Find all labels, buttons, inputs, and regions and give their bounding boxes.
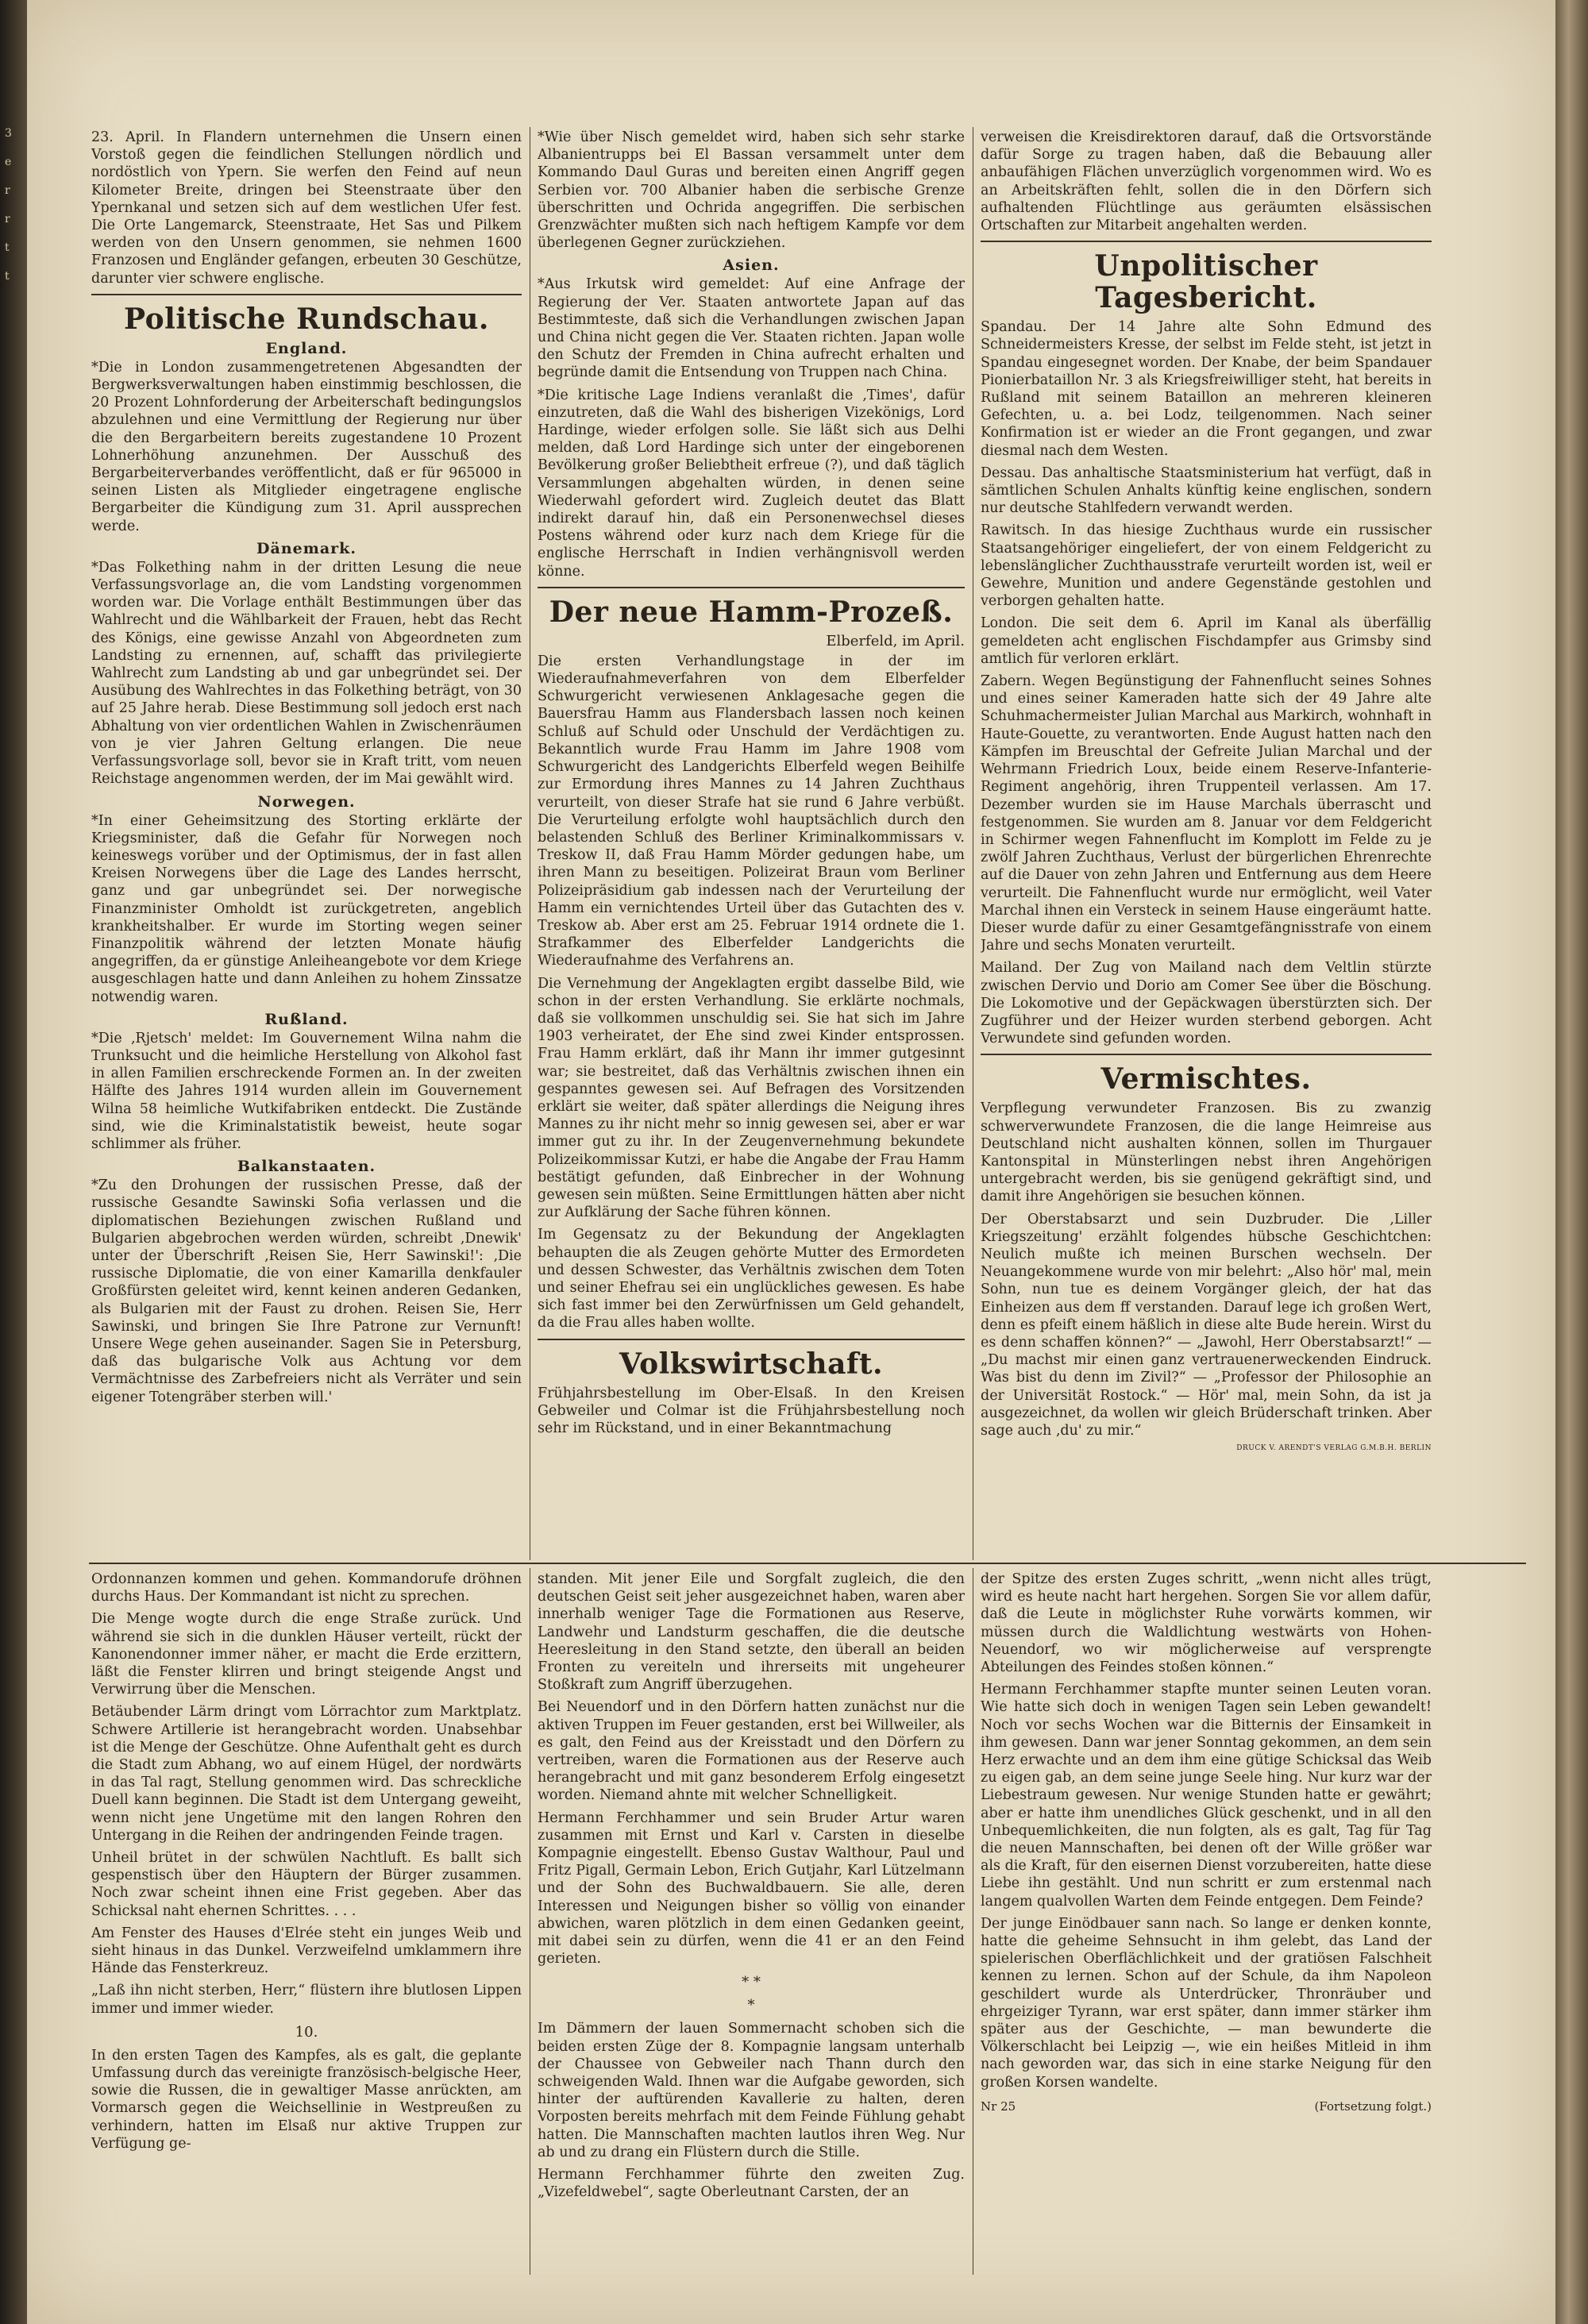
section-heading-politics: Politische Rundschau. — [124, 302, 489, 336]
article-asia-japan: *Aus Irkutsk wird gemeldet: Auf eine Anfrage der Regierung der Ver. Staaten antwortete Japan auf das Bestimmteste, daß sich die Verhandlungen zwischen Japan und China nicht gegen die Ver. Staaten richten. Japan wolle den Schutz der Fremden in China aufrecht erhalten und begründe damit die Entsendung von Truppen nach China. — [538, 276, 965, 381]
serial-paragraph: Bei Neuendorf und in den Dörfern hatten zunächst nur die aktiven Truppen im Feuer gestanden, erst bei Willweiler, als es galt, den Feind aus der Kreisstadt und den Dörfern zu vertreiben, waren die Formationen aus der Reserve auch herangebracht und mit ganz besonderem Erfolg eingesetzt worden. Niemand ahnte mit welcher Schnelligkeit. — [538, 1699, 965, 1804]
news-zabern: Zabern. Wegen Begünstigung der Fahnenflucht seines Sohnes und eines seiner Kameraden hatte sich der 49 Jahre alte Schuhmachermeister Julian Marchal aus Markirch, wohnhaft in Haute-Gouette, zu verantworten. Ende August hatten nach den Kämpfen im Breuschtal der Gefreite Julian Marchal und der Wehrmann Friedrich Loux, beide einem Reserve-Infanterie-Regiment angehörig, ihren Truppenteil verlassen. Am 17. Dezember wurden sie im Hause Marchals überrascht und festgenommen. Sie wurden am 8. Januar vor dem Feldgericht in Schirmer wegen Fahnenflucht im Komplott im Felde zu je zwölf Jahren Zuchthaus, Verlust der bürgerlichen Ehrenrechte auf die Dauer von zehn Jahren und Entfernung aus dem Heere verurteilt. Die Fahnenflucht wurde nur ermöglicht, weil Vater Marchal ihnen ein Versteck in seinem Hause eingeräumt hatte. Dieser wurde dafür zu einer Gesamtgefängnisstrafe von einem Jahre und sechs Monaten verurteilt. — [981, 673, 1432, 954]
section-heading-economy: Volkswirtschaft. — [619, 1347, 884, 1381]
issue-number: Nr 25 — [981, 2099, 1016, 2114]
news-mailand: Mailand. Der Zug von Mailand nach dem Veltlin stürzte zwischen Dervio und Dorio am Comer See über die Böschung. Die Lokomotive und der Gepäckwagen überstürzten sich. Der Zugführer und der Heizer wurden sterbend geborgen. Acht Verwundete sind gefunden worden. — [981, 960, 1432, 1047]
section-heading-daily-report: Unpolitischer Tagesbericht. — [1094, 249, 1318, 315]
book-binding-left-edge — [0, 0, 27, 2324]
section-divider — [89, 1563, 1526, 1564]
frontline-report: 23. April. In Flandern unternehmen die Unsern einen Vorstoß gegen die feindlichen Stellungen nördlich und nordöstlich von Ypern. Sie werfen den Feind auf neun Kilometer Breite, dringen bei Steenstraate über den Ypernkanal und setzen sich auf dem westlichen Ufer fest. Die Orte Langemarck, Steenstraate, Het Sas und Pilkem werden von den Unsern genommen, sie nehmen 1600 Franzosen und Engländer gefangen, erbeuten 30 Geschütze, darunter vier schwere englische. — [91, 129, 522, 287]
misc-staff-surgeon-anecdote: Der Oberstabsarzt und sein Duzbruder. Die ‚Liller Kriegszeitung' erzählt folgendes hübsche Geschichtchen: Neulich mußte ich meinen Burschen wechseln. Der Neuangekommene wurde von mir belehrt: „Also hör' mal, mein Sohn, nun tue es deinem Vorgänger gleich, der hat das Einheizen aus dem ff verstanden. Darauf lege ich großen Wert, denn es pfeift einem häßlich in diese alte Bude herein. Wirst du es denn schaffen können?“ — „Jawohl, Herr Oberstabsarzt!“ — „Du machst mir einen ganz vertrauenerweckenden Eindruck. Was bist du denn im Zivil?“ — „Professor der Philosophie an der Universität Rostock.“ — Hör' mal, mein Sohn, da ist ja ausgezeichnet, da wollen wir gleich Brüderschaft trinken. Aber sage auch ‚du' zu mir.“ — [981, 1211, 1432, 1439]
article-russia: *Die ‚Rjetsch' meldet: Im Gouvernement Wilna nahm die Trunksucht und die heimliche Herstellung von Alkohol fast in allen Familien erschreckende Formen an. In der zweiten Hälfte des Jahres 1914 wurden allein im Gouvernement Wilna 58 heimliche Wutkifabriken entdeckt. Die Zustände sind, wie die Kriminalstatistik beweist, heute sogar schlimmer als früher. — [91, 1030, 522, 1152]
rule — [538, 1339, 965, 1340]
serial-paragraph: Im Dämmern der lauen Sommernacht schoben sich die beiden ersten Züge der 8. Kompagnie langsam unterhalb der Chaussee von Gebweiler nach Thann durch den schweigenden Wald. Ihnen war die Aufgabe geworden, sich hinter der auftürenden Kavallerie zu halten, deren Vorposten bereits mehrfach mit dem Feinde Fühlung gehabt hatten. Die Mannschaften machten lautlos ihren Weg. Nur ab und zu drang ein Flüstern durch die Stille. — [538, 2021, 965, 2160]
dateline: Elberfeld, im April. — [826, 632, 965, 649]
serial-paragraph: Ordonnanzen kommen und gehen. Kommandorufe dröhnen durchs Haus. Der Kommandant ist nicht zu sprechen. — [91, 1571, 522, 1605]
article-england: *Die in London zusammengetretenen Abgesandten der Bergwerksverwaltungen haben einstimmig beschlossen, die 20 Prozent Lohnforderung der Arbeiterschaft bedingungslos abzulehnen und eine Vermittlung der Regierung nur über die den Bergarbeitern bereits zugestandene 10 Prozent Lohnerhöhung anzunehmen. Der Ausschuß des Bergarbeiterverbandes veröffentlicht, daß er für 965000 in seinen Listen als Mitglieder eingetragene englische Bergarbeiter die Kündigung zum 31. April aussprechen werde. — [91, 359, 522, 534]
continuation-note: (Fortsetzung folgt.) — [1314, 2099, 1432, 2114]
printer-imprint: DRUCK V. ARENDT'S VERLAG G.M.B.H. BERLIN — [1236, 1444, 1432, 1453]
subheading-russia: Rußland. — [264, 1010, 349, 1028]
book-spine — [1555, 0, 1588, 2324]
serial-paragraph: Am Fenster des Hauses d'Elrée steht ein junges Weib und sieht hinaus in das Dunkel. Verzweifelnd umklammern ihre Hände das Fensterkreuz. — [91, 1925, 522, 1977]
serial-paragraph: „Laß ihn nicht sterben, Herr,“ flüstern ihre blutlosen Lippen immer und immer wieder. — [91, 1983, 522, 2017]
subheading-asia: Asien. — [723, 256, 780, 275]
serial-paragraph: Die Menge wogte durch die enge Straße zurück. Und während sie sich in die dunklen Häuser verteilt, rückt der Kanonendonner immer näher, er macht die Erde erzittern, läßt die Fenster klirren und bringt steigende Angst und Verwirrung über die Menschen. — [91, 1611, 522, 1698]
article-hamm-p1: Die ersten Verhandlungstage in der im Wiederaufnahmeverfahren von dem Elberfelder Schwurgericht verwiesenen Anklagesache gegen die Bauersfrau Hamm aus Flandersbach lassen noch keinen Schluß auf Schuld oder Unschuld der Verdächtigen zu. Bekanntlich wurde Frau Hamm im Jahre 1908 vom Schwurgericht des Landgerichts Elberfeld wegen Beihilfe zur Ermordung ihres Mannes zu 14 Jahren Zuchthaus verurteilt, von dieser Strafe hat sie rund 6 Jahre verbüßt. Die Verurteilung erfolgte wohl hauptsächlich durch den belastenden Schluß des Berliner Kriminalkommissars v. Treskow II, daß Frau Hamm Mörder gedungen habe, um ihren Mann zu beseitigen. Polizeirat Braun vom Berliner Polizeipräsidium gab indessen nach der Verurteilung der Hamm ein vernichtendes Urteil über das Gutachten des v. Treskow ab. Aber erst am 25. Februar 1914 ordnete die 1. Strafkammer des Elberfelder Landgerichts die Wiederaufnahme des Verfahrens an. — [538, 653, 965, 969]
asterism: * — [747, 1997, 755, 2014]
news-dessau: Dessau. Das anhaltische Staatsministerium hat verfügt, daß in sämtlichen Schulen Anhalts künftig keine englischen, sondern nur deutsche Stahlfedern verwandt werden. — [981, 464, 1432, 517]
serial-paragraph: In den ersten Tagen des Kampfes, als es galt, die geplante Umfassung durch das vereinigte französisch-belgische Heer, sowie die Russen, die in gewaltiger Masse anrückten, am Vormarsch gegen die Weichsellinie in Westpreußen zu verhindern, hatten im Elsaß nur aktive Truppen zur Verfügung ge- — [91, 2047, 522, 2152]
section-heading-hamm-trial: Der neue Hamm-Prozeß. — [549, 595, 954, 629]
margin-char: 3 — [5, 127, 12, 140]
rule — [91, 294, 522, 295]
rule — [981, 1054, 1432, 1055]
article-norway: *In einer Geheimsitzung des Storting erklärte der Kriegsminister, daß die Gefahr für Norwegen noch keineswegs vorüber und der Optimismus, der in fast allen Kreisen Norwegens über die Lage des Landes herrscht, ganz und gar unbegründet sei. Der norwegische Finanzminister Omholdt ist zurückgetreten, angeblich krankheitshalber. Er wurde im Storting wegen seiner Finanzpolitik während der letzten Monate häufig angegriffen, da er günstige Anleiheangebote vor dem Kriege ausgeschlagen hatte und dann Anleihen zu hohem Zinssatze notwendig waren. — [91, 812, 522, 1005]
margin-char: e — [5, 156, 12, 168]
top-column-3 — [981, 129, 1432, 1558]
page-footer — [981, 2099, 1432, 2114]
serial-paragraph: standen. Mit jener Eile und Sorgfalt zugleich, die den deutschen Geist seit jeher ausgezeichnet haben, waren aber innerhalb weniger Tage die Formationen aus Reserve, Landwehr und Landsturm geschaffen, die die deutsche Heeresleitung in den Stand setzte, den überall an beiden Fronten zu vereiteln und ihrerseits mit ungeheurer Stoßkraft zum Angriff überzugehen. — [538, 1571, 965, 1694]
margin-char: r — [5, 213, 10, 225]
margin-char: t — [5, 270, 10, 283]
serial-paragraph: Unheil brütet in der schwülen Nachtluft. Es ballt sich gespenstisch über den Häuptern der Bürger zusammen. Noch zwar scheint ihnen eine Frist gegeben. Aber das Schicksal naht ehernen Schrittes. . . . — [91, 1850, 522, 1919]
section-heading-miscellaneous: Vermischtes. — [1100, 1062, 1312, 1096]
article-economy-continued: verweisen die Kreisdirektoren darauf, daß die Ortsvorstände dafür Sorge zu tragen haben, daß die Bebauung aller anbaufähigen Flächen unverzüglich vorgenommen wird. Wo es an Arbeitskräften fehlt, sollen die in den Dörfern sich aufhaltenden Flüchtlinge aus geräumten elsässischen Ortschaften zur Mitarbeit angehalten werden. — [981, 129, 1432, 234]
article-hamm-p3: Im Gegensatz zu der Bekundung der Angeklagten behaupten die als Zeugen gehörte Mutter des Ermordeten und dessen Schwester, das Verhältnis zwischen dem Toten und seiner Ehefrau sei ein unglückliches gewesen. Es habe sich fast immer bei den Zerwürfnissen um Geld gehandelt, da die Frau alles haben wollte. — [538, 1227, 965, 1332]
rule — [538, 587, 965, 588]
serial-paragraph: Hermann Ferchhammer stapfte munter seinen Leuten voran. Wie hatte sich doch in wenigen Tagen sein Leben gewandelt! Noch vor sechs Wochen war die Bitternis der Einsamkeit in ihm gewesen. Dann war jener Sonntag gekommen, an dem sein Herz erwachte und an dem ihm eine gütige Schicksal das Weib zu eigen gab, an dem seine junge Seele hing. Nur kurz war der Liebestraum gewesen. Nur wenige Stunden hatte er gewährt; aber er hatte ihm unendliches Glück geschenkt, und in all den Unbequemlichkeiten, die nun folgten, als es galt, Tag für Tag die neuen Mannschaften, bei denen oft der Wille größer war als die Kraft, für den eisernen Dienst vorzubereiten, hatte diese Liebe ihn gestählt. Und nun schritt er zum erstenmal nach langem qualvollen Warten dem Feinde entgegen. Dem Feinde? — [981, 1682, 1432, 1910]
article-economy: Frühjahrsbestellung im Ober-Elsaß. In den Kreisen Gebweiler und Colmar ist die Frühjahrsbestellung noch sehr im Rückstand, und in einer Bekanntmachung — [538, 1385, 965, 1436]
top-column-1 — [91, 129, 522, 1558]
article-denmark: *Das Folkething nahm in der dritten Lesung die neue Verfassungsvorlage an, die vom Landsting vorgenommen worden war. Die Vorlage enthält Bestimmungen über das Wahlrecht und die Wählbarkeit der Frauen, hebt das Recht des Königs, eine gewisse Anzahl von Abgeordneten zum Landsting zu ernennen, auf, schafft das privilegierte Wahlrecht zum Landsting ab und gar unbegründet sei. Der Ausübung des Wahlrechtes in das Folkething beträgt, von 30 auf 25 Jahre herab. Diese Bestimmung soll jedoch erst nach Abhaltung von vier ordentlichen Wahlen in Zwischenräumen von je vier Jahren Geltung erlangen. Die neue Verfassungsvorlage soll, bevor sie in Kraft tritt, vom neuen Reichstage angenommen werden, der im Mai gewählt wird. — [91, 559, 522, 788]
rule — [981, 241, 1432, 242]
serial-column-3 — [981, 1571, 1432, 2277]
adjacent-page-fragment — [5, 119, 24, 291]
subheading-denmark: Dänemark. — [256, 539, 357, 557]
news-london: London. Die seit dem 6. April im Kanal als überfällig gemeldeten acht englischen Fischdampfer aus Grimsby sind amtlich für verloren erklärt. — [981, 615, 1432, 667]
serial-column-2 — [538, 1571, 965, 2277]
margin-char: r — [5, 184, 10, 197]
serial-column-1 — [91, 1571, 522, 2277]
article-balkans: *Zu den Drohungen der russischen Presse, daß der russische Gesandte Sawinski Sofia verlassen und die diplomatischen Beziehungen zwischen Rußland und Bulgarien abgebrochen werden würden, schreibt ‚Dnewik' unter der Überschrift ‚Reisen Sie, Herr Sawinski!': ‚Die russische Diplomatie, die von einer Kamarilla denkfauler Großfürsten geleitet wird, kennt keinen anderen Gedanken, als Bulgarien mit der Faust zu drohen. Reisen Sie, Herr Sawinski, und bringen Sie Ihre Patrone zur Vernunft! Unsere Wege gehen auseinander. Sagen Sie in Petersburg, daß das bulgarische Volk aus Achtung vor dem Vermächtnisse des Zarbefreiers nicht als Verräter und sein eigener Totengräber sterben will.' — [91, 1177, 522, 1405]
news-spandau: Spandau. Der 14 Jahre alte Sohn Edmund des Schneidermeisters Kresse, der selbst im Felde steht, ist jetzt in Spandau eingesegnet worden. Der Knabe, der beim Spandauer Pionierbataillon Nr. 3 als Kriegsfreiwilliger steht, hat bereits in Rußland mit seinem Bataillon an mehreren kleineren Gefechten, u. a. bei Lodz, teilgenommen. Nach seiner Konfirmation ist er wieder an die Front gegangen, und zwar diesmal nach dem Westen. — [981, 319, 1432, 459]
serial-paragraph: Betäubender Lärm dringt vom Lörrachtor zum Marktplatz. Schwere Artillerie ist herangebracht worden. Unabsehbar ist die Menge der Geschütze. Ohne Aufenthalt geht es durch die Stadt zum Abhang, wo auf einem Hügel, der nordwärts in das Tal ragt, Stellung genommen wird. Das schreckliche Duell kann beginnen. Die Stadt ist dem Untergang geweiht, wenn nicht jene Ungetüme mit den langen Rohren den Untergang in die Reihen der andringenden Feinde tragen. — [91, 1704, 522, 1844]
top-column-2 — [538, 129, 965, 1558]
subheading-norway: Norwegen. — [257, 792, 356, 811]
asterism-row: * * — [742, 1974, 761, 1991]
subheading-england: England. — [265, 339, 348, 357]
margin-char: t — [5, 241, 10, 254]
misc-french-wounded: Verpflegung verwundeter Franzosen. Bis zu zwanzig schwerverwundete Franzosen, die die lange Heimreise aus Deutschland nicht aushalten können, sollen im Thurgauer Kantonspital in Münsterlingen nebst ihren Angehörigen untergebracht werden, bis sie genügend gekräftigt sind, und damit ihre Angehörigen sie besuchen können. — [981, 1100, 1432, 1205]
news-rawitsch: Rawitsch. In das hiesige Zuchthaus wurde ein russischer Staatsangehöriger eingeliefert, der von einem Feldgericht zu lebenslänglicher Zuchthausstrafe verurteilt worden ist, weil er Gewehre, Munition und andere Gegenstände gestohlen und verborgen gehalten hatte. — [981, 522, 1432, 610]
serial-paragraph: Der junge Einödbauer sann nach. So lange er denken konnte, hatte die geheime Sehnsucht in ihm gelebt, das Land der spielerischen Oberflächlichkeit und der gratiösen Falschheit kennen zu lernen. Schon auf der Schule, da ihm Napoleon geschildert wurde als Unterdrücker, Thronräuber und ehrgeiziger Tyrann, war erst später, dann immer stärker ihm später aus der Geschichte, — man bewunderte die Völkerschlacht bei Leipzig —, wie ein heißes Mitleid in ihm nach geworden war, das sich in eine starke Neigung für den großen Korsen wandelte. — [981, 1915, 1432, 2091]
article-hamm-p2: Die Vernehmung der Angeklagten ergibt dasselbe Bild, wie schon in der ersten Verhandlung. Sie erklärte nochmals, daß sie vollkommen unschuldig sei. Sie hat sich im Jahre 1903 verheiratet, der Ehe sind zwei Kinder entsprossen. Frau Hamm erklärt, daß ihr Mann ihr immer gutgesinnt war; sie bestreitet, daß das Verhältnis zwischen ihnen ein gespanntes gewesen sei. Auf Befragen des Vorsitzenden erklärt sie weiter, daß später allerdings die Neigung ihres Mannes zu ihr nicht mehr so innig gewesen sei, aber er war immer gut zu ihr. In der Zeugenvernehmung bekundete Polizeikommissar Kutzi, er habe die Angabe der Frau Hamm bestätigt gefunden, daß Einbrecher in der Wohnung gewesen sein müßten. Seine Ermittlungen hätten aber nicht zur Aufklärung der Sache führen können. — [538, 975, 965, 1221]
serial-paragraph: der Spitze des ersten Zuges schritt, „wenn nicht alles trügt, wird es heute nacht hart hergehen. Sorgen Sie vor allem dafür, daß die Leute in möglichster Ruhe vorwärts kommen, wir müssen durch die Waldlichtung westwärts von Hohen-Neuendorf, wo wir möglicherweise auf versprengte Abteilungen des Feindes stoßen können.“ — [981, 1571, 1432, 1676]
article-albania: *Wie über Nisch gemeldet wird, haben sich sehr starke Albanientrupps bei El Bassan versammelt unter dem Kommando Daul Guras und bereiten einen Angriff gegen Serbien vor. 700 Albanier haben die serbische Grenze überschritten und Ochrida angegriffen. Die serbischen Grenzwächter mußten sich nach heftigem Kampfe vor dem überlegenen Gegner zurückziehen. — [538, 129, 965, 252]
subheading-balkans: Balkanstaaten. — [237, 1158, 376, 1176]
serial-paragraph: Hermann Ferchhammer führte den zweiten Zug. „Vizefeldwebel“, sagte Oberleutnant Carsten, der an — [538, 2167, 965, 2201]
serial-paragraph: Hermann Ferchhammer und sein Bruder Artur waren zusammen mit Ernst und Karl v. Carsten in dieselbe Kompagnie eingestellt. Ebenso Gustav Walthour, Paul und Fritz Pigall, Germain Lebon, Erich Gutjahr, Karl Lützelmann und der Sohn des Buchwaldbauern. Sie alle, deren Interessen und Neigungen bisher so völlig von einander abwichen, waren plötzlich in dem einen Gedanken geeint, mit dabei sein zu dürfen, wenn die 41 er an den Feind gerieten. — [538, 1809, 965, 1967]
chapter-number: 10. — [295, 2023, 318, 2041]
article-asia-india: *Die kritische Lage Indiens veranlaßt die ‚Times', dafür einzutreten, daß die Wahl des bisherigen Vizekönigs, Lord Hardinge, wieder erfolgen solle. Sie läßt sich aus Delhi melden, daß Lord Hardinge sich unter der eingeborenen Bevölkerung großer Beliebtheit erfreue (?), und daß täglich Versammlungen abgehalten würden, in denen seine Wiederwahl gefordert wird. Zugleich deutet das Blatt indirekt darauf hin, daß ein Personenwechsel dieses Postens während oder kurz nach dem Kriege für die englische Herrschaft in Indien verhängnisvoll werden könne. — [538, 387, 965, 580]
